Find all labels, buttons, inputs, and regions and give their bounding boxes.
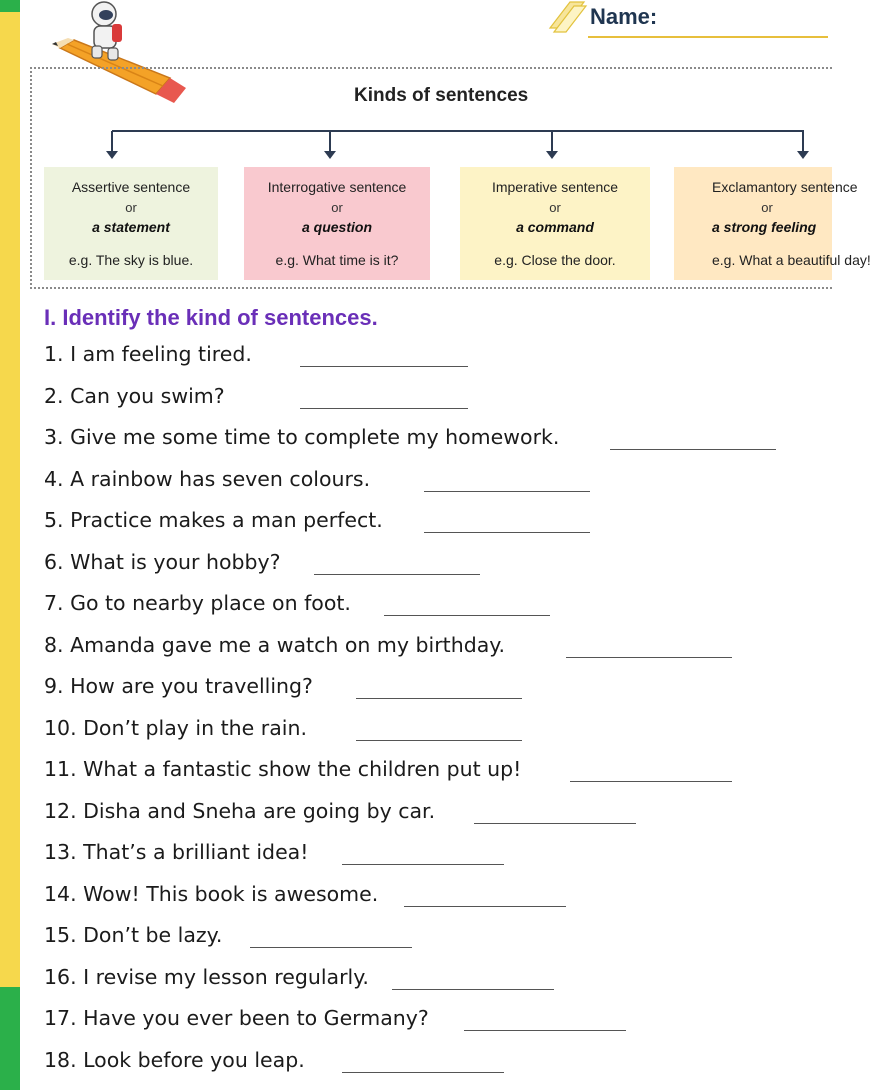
stripe-yellow: [0, 12, 20, 987]
kind-assertive: [44, 167, 218, 285]
question-item: [44, 757, 521, 791]
question-item: [44, 591, 351, 625]
question-text: 1. I am feeling tired.: [44, 342, 252, 366]
question-item: [44, 840, 308, 874]
kind-or: or: [549, 200, 561, 215]
kind-definition-box: [674, 167, 858, 250]
answer-blank[interactable]: [392, 989, 554, 990]
answer-blank[interactable]: [300, 366, 468, 367]
question-text: 16. I revise my lesson regularly.: [44, 965, 369, 989]
kind-example-box: [244, 244, 430, 280]
answer-blank[interactable]: [342, 864, 504, 865]
question-item: [44, 882, 378, 916]
question-text: 6. What is your hobby?: [44, 550, 281, 574]
question-text: 14. Wow! This book is awesome.: [44, 882, 379, 906]
name-label: Name:: [590, 4, 658, 29]
answer-blank[interactable]: [384, 615, 550, 616]
kind-description: a question: [301, 219, 372, 235]
answer-blank[interactable]: [356, 740, 522, 741]
kinds-of-sentences-chart: [30, 67, 871, 289]
answer-blank[interactable]: [356, 698, 522, 699]
answer-blank[interactable]: [424, 491, 590, 492]
question-item: [44, 1006, 429, 1040]
question-text: 10. Don’t play in the rain.: [44, 716, 307, 740]
kind-name: Interrogative sentence: [267, 179, 407, 195]
name-input-line[interactable]: [588, 36, 828, 38]
left-color-stripe: [0, 0, 20, 1090]
question-item: [44, 674, 313, 708]
answer-blank[interactable]: [610, 449, 776, 450]
question-item: [44, 799, 435, 833]
answer-blank[interactable]: [570, 781, 732, 782]
answer-blank[interactable]: [404, 906, 566, 907]
question-item: [44, 425, 559, 459]
question-text: 5. Practice makes a man perfect.: [44, 508, 383, 532]
question-text: 8. Amanda gave me a watch on my birthday.: [44, 633, 506, 657]
kind-name: Assertive sentence: [71, 179, 191, 195]
kind-interrogative: [244, 167, 430, 285]
answer-blank[interactable]: [424, 532, 590, 533]
kind-example: e.g. The sky is blue.: [68, 252, 194, 268]
kind-example: e.g. What time is it?: [275, 252, 399, 268]
question-text: 3. Give me some time to complete my homework.: [44, 425, 560, 449]
kind-description: a command: [516, 219, 594, 235]
kind-definition-box: [244, 167, 430, 250]
kind-exclamatory: [674, 167, 871, 285]
question-item: [44, 716, 307, 750]
question-text: 2. Can you swim?: [44, 384, 225, 408]
answer-blank[interactable]: [314, 574, 480, 575]
stripe-green-bottom: [0, 987, 20, 1090]
question-item: [44, 550, 281, 584]
kind-description: a statement: [92, 219, 170, 235]
astronaut-icon: [92, 2, 122, 60]
question-text: 11. What a fantastic show the children put up!: [44, 757, 522, 781]
question-item: [44, 923, 222, 957]
question-text: 4. A rainbow has seven colours.: [44, 467, 371, 491]
question-item: [44, 1048, 305, 1082]
question-text: 12. Disha and Sneha are going by car.: [44, 799, 436, 823]
question-item: [44, 508, 383, 542]
kind-name: Exclamantory sentence: [712, 179, 858, 195]
tree-connector-lines: [32, 69, 832, 169]
question-item: [44, 965, 369, 999]
kind-name: Imperative sentence: [491, 179, 619, 195]
kind-description: a strong feeling: [712, 219, 817, 235]
answer-blank[interactable]: [464, 1030, 626, 1031]
question-item: [44, 467, 370, 501]
exercise-title: I. Identify the kind of sentences.: [44, 305, 378, 330]
kind-imperative: [460, 167, 650, 285]
notebook-decoration-icon: [548, 0, 588, 38]
question-text: 18. Look before you leap.: [44, 1048, 305, 1072]
answer-blank[interactable]: [250, 947, 412, 948]
name-field-area: [548, 0, 828, 42]
kind-example: e.g. What a beautiful day!: [712, 252, 871, 268]
kind-definition-box: [44, 167, 218, 250]
kind-or: or: [331, 200, 343, 215]
question-text: 7. Go to nearby place on foot.: [44, 591, 351, 615]
answer-blank[interactable]: [474, 823, 636, 824]
kind-example: e.g. Close the door.: [494, 252, 616, 268]
question-item: [44, 633, 505, 667]
stripe-green-top: [0, 0, 20, 12]
kind-or: or: [125, 200, 137, 215]
kind-definition-box: [460, 167, 650, 250]
question-text: 9. How are you travelling?: [44, 674, 313, 698]
answer-blank[interactable]: [300, 408, 468, 409]
kind-or: or: [761, 200, 773, 215]
answer-blank[interactable]: [342, 1072, 504, 1073]
kind-example-box: [674, 244, 871, 280]
chart-title: Kinds of sentences: [354, 85, 529, 106]
kind-example-box: [460, 244, 650, 280]
kind-example-box: [44, 244, 218, 280]
answer-blank[interactable]: [566, 657, 732, 658]
question-item: [44, 342, 252, 376]
question-text: 13. That’s a brilliant idea!: [44, 840, 309, 864]
question-text: 15. Don’t be lazy.: [44, 923, 223, 947]
question-text: 17. Have you ever been to Germany?: [44, 1006, 429, 1030]
question-item: [44, 384, 225, 418]
